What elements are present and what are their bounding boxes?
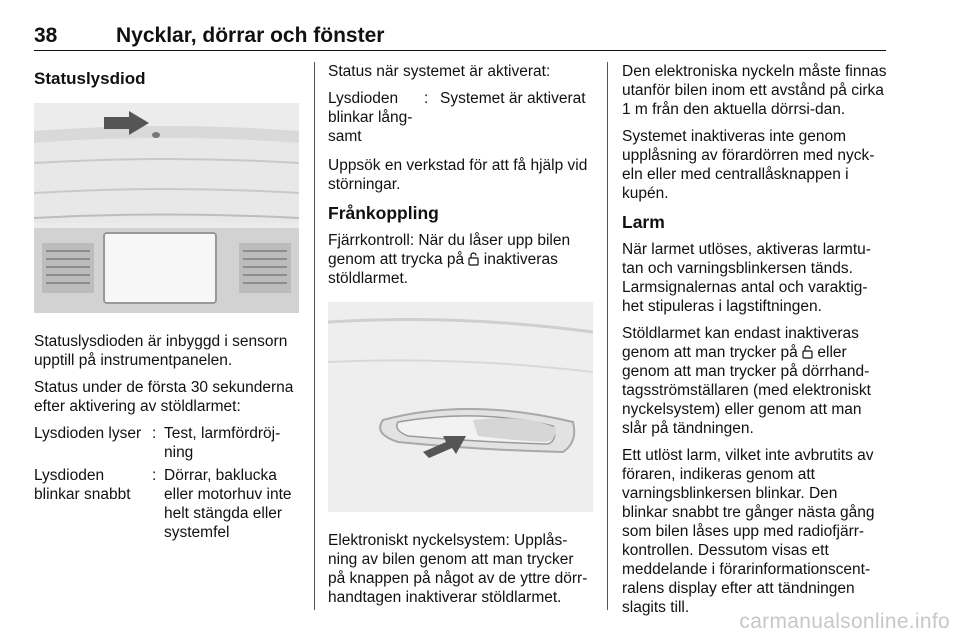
column-3 xyxy=(622,62,887,625)
status-value: Dörrar, baklucka eller motorhuv inte helt stängda eller systemfel xyxy=(164,467,292,541)
paragraph-text: Fjärrkontroll: När du låser upp bilen genom att trycka på xyxy=(328,232,571,268)
status-row xyxy=(328,89,593,146)
paragraph: Statuslysdioden är inbyggd i sensorn upptill på instrumentpanelen. xyxy=(34,333,288,369)
status-label: Lysdioden blinkar snabbt xyxy=(34,467,131,503)
paragraph: Systemet inaktiveras inte genom upplåsning av förardörren med nyck-eln eller med centrallåsknappen i kupén. xyxy=(622,128,875,202)
column-divider xyxy=(314,62,315,610)
section-title-larm: Larm xyxy=(622,212,665,232)
column-divider xyxy=(607,62,608,610)
status-row xyxy=(34,466,299,542)
door-handle-figure xyxy=(328,302,593,512)
paragraph: Status när systemet är aktiverat: xyxy=(328,63,551,80)
status-led-sensor xyxy=(152,132,160,138)
chapter-title: Nycklar, dörrar och fönster xyxy=(116,24,385,47)
paragraph-text: eller genom att man trycker på dörrhand-tagsströmställaren (med elektroniskt nyckelsystem) eller genom att man slår på tändningen. xyxy=(622,344,871,437)
section-title-statuslysdiod: Statuslysdiod xyxy=(34,69,146,88)
status-value: Systemet är aktiverat xyxy=(440,90,586,107)
paragraph: Status under de första 30 sekunderna efter aktivering av stöldlarmet: xyxy=(34,379,294,415)
page-number: 38 xyxy=(34,24,58,47)
paragraph: Den elektroniska nyckeln måste finnas utanför bilen inom ett avstånd på cirka 1 m från den aktuella dörrsi-dan. xyxy=(622,63,887,118)
section-title-frankoppling: Frånkoppling xyxy=(328,203,439,223)
paragraph xyxy=(622,324,887,438)
column-1 xyxy=(34,62,299,546)
paragraph-text: inaktiveras stöldlarmet. xyxy=(328,251,558,287)
paragraph: Ett utlöst larm, vilket inte avbrutits av föraren, indikeras genom att varningsblinkersen blinkar. Den blinkar snabbt tre gånger nästa gång som bilen låses upp med radiofjärr-kontrollen. Dessutom visas ett meddelande i förarinformationscent-ralens display efter att tändningen slagits till. xyxy=(622,447,875,616)
paragraph: När larmet utlöses, aktiveras larmtu-tan och varningsblinkersen tänds. Larmsignalernas antal och varaktig-het stipuleras i lagstiftningen. xyxy=(622,241,871,315)
unlock-icon xyxy=(468,252,479,266)
status-label: Lysdioden blinkar lång-samt xyxy=(328,90,413,145)
paragraph: Uppsök en verkstad för att få hjälp vid störningar. xyxy=(328,157,588,193)
status-label: Lysdioden lyser xyxy=(34,425,142,442)
paragraph-text: Stöldlarmet kan endast inaktiveras genom att man trycker på xyxy=(622,325,859,361)
column-2 xyxy=(328,62,593,615)
colon: : xyxy=(152,425,157,442)
status-value: Test, larmfördröj-ning xyxy=(164,425,281,461)
status-row xyxy=(34,424,299,462)
colon: : xyxy=(424,90,429,107)
colon: : xyxy=(152,467,157,484)
dashboard-led-figure xyxy=(34,103,299,313)
paragraph xyxy=(328,231,593,288)
watermark: carmanualsonline.info xyxy=(739,610,950,633)
unlock-icon xyxy=(802,345,813,359)
paragraph: Elektroniskt nyckelsystem: Upplås-ning av bilen genom att man trycker på knappen på något av de yttre dörr-handtagen inaktiverar stöldlarmet. xyxy=(328,532,588,606)
page-header xyxy=(34,18,886,51)
